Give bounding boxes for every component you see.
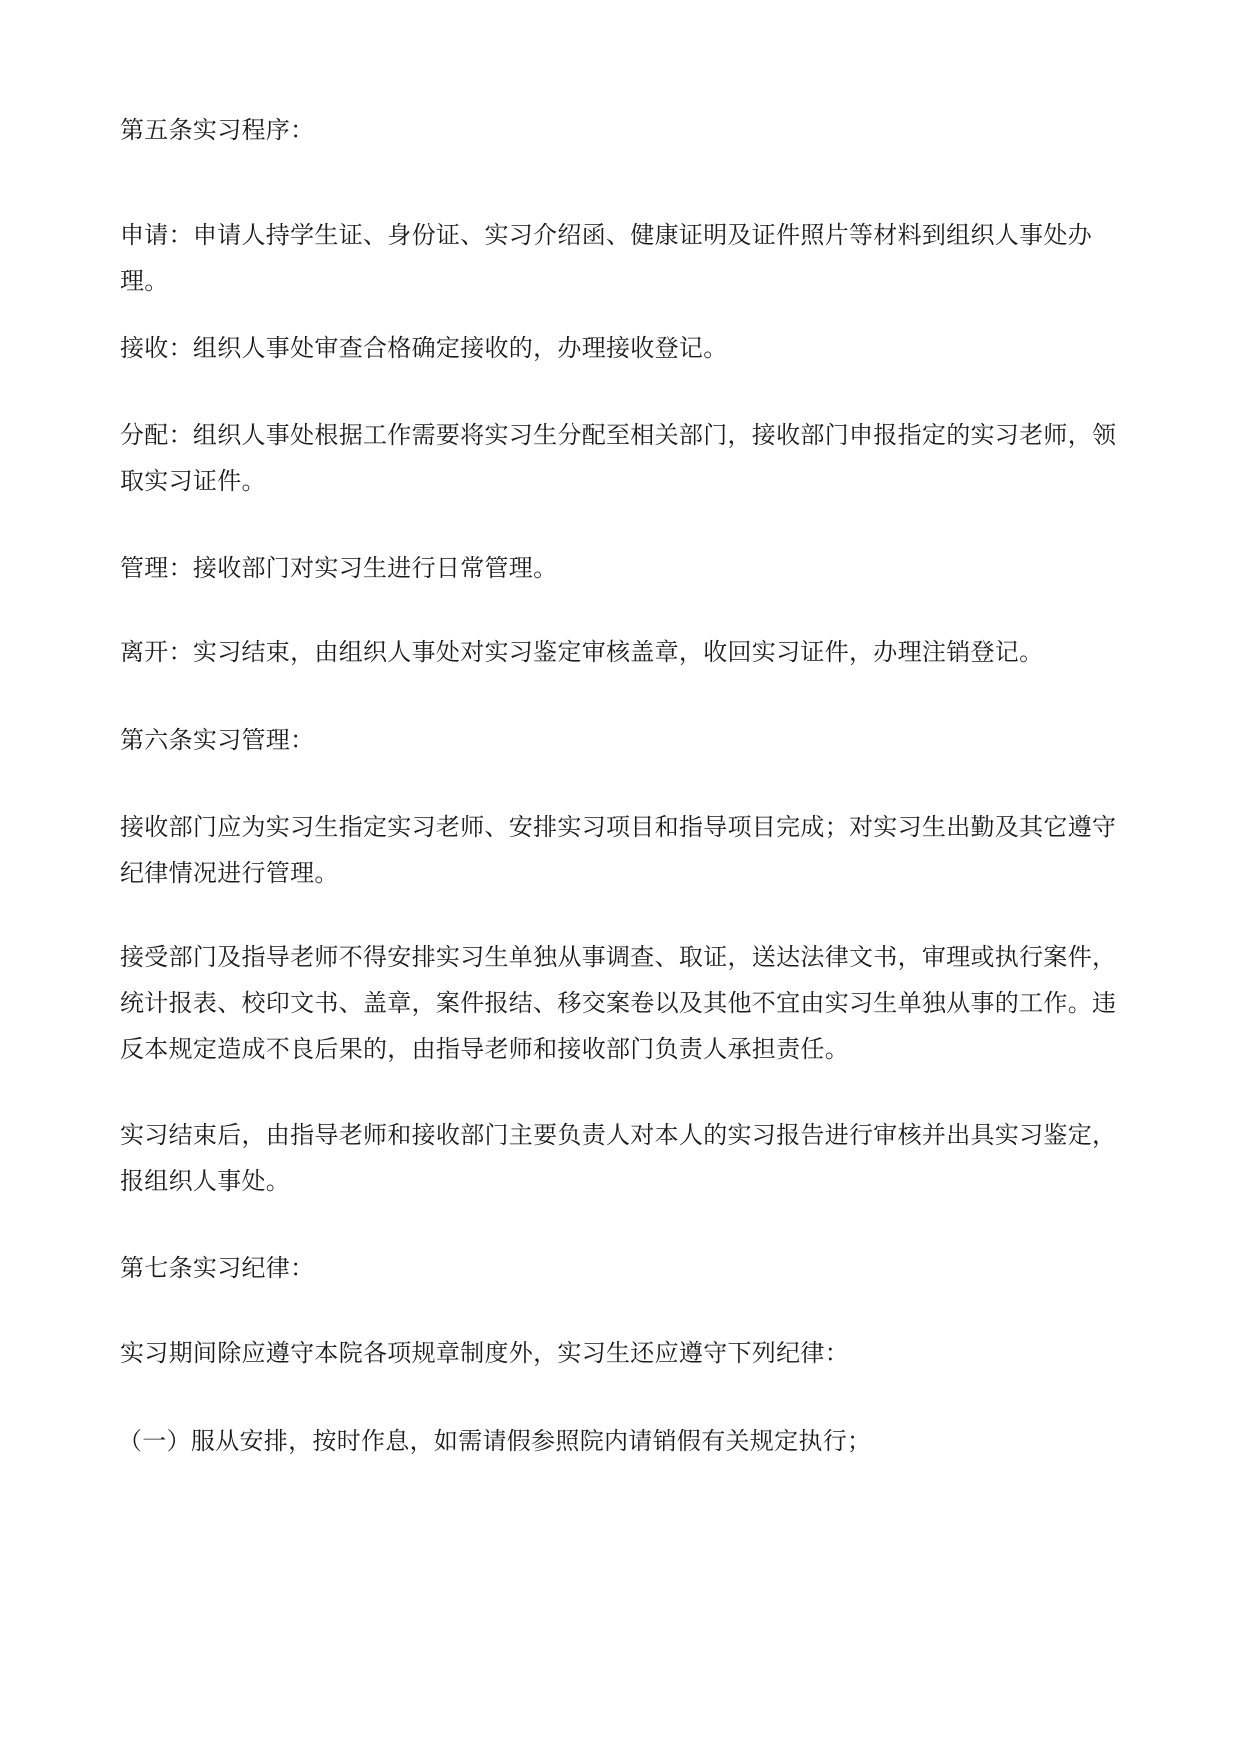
paragraph-management: 管理：接收部门对实习生进行日常管理。 xyxy=(120,554,558,582)
paragraph-reception: 接收：组织人事处审查合格确定接收的，办理接收登记。 xyxy=(120,334,728,362)
list-item-1: （一）服从安排，按时作息，如需请假参照院内请销假有关规定执行； xyxy=(118,1427,872,1455)
section-heading-6: 第六条实习管理： xyxy=(120,726,315,754)
paragraph-application: 申请：申请人持学生证、身份证、实习介绍函、健康证明及证件照片等材料到组织人事处办理。 xyxy=(120,221,1092,295)
paragraph-discipline-intro: 实习期间除应遵守本院各项规章制度外，实习生还应遵守下列纪律： xyxy=(120,1339,849,1367)
paragraph-department-duties: 接收部门应为实习生指定实习老师、安排实习项目和指导项目完成；对实习生出勤及其它遵守纪律情况进行管理。 xyxy=(120,813,1117,887)
paragraph-allocation: 分配：组织人事处根据工作需要将实习生分配至相关部门，接收部门申报指定的实习老师，领取实习证件。 xyxy=(120,421,1117,495)
section-heading-5: 第五条实习程序： xyxy=(120,116,315,144)
paragraph-departure: 离开：实习结束，由组织人事处对实习鉴定审核盖章，收回实习证件，办理注销登记。 xyxy=(120,638,1044,666)
section-heading-7: 第七条实习纪律： xyxy=(120,1254,315,1282)
paragraph-prohibitions: 接受部门及指导老师不得安排实习生单独从事调查、取证，送达法律文书，审理或执行案件，统计报表、校印文书、盖章，案件报结、移交案卷以及其他不宜由实习生单独从事的工作。违反本规定造成不良后果的，由指导老师和接收部门负责人承担责任。 xyxy=(120,943,1117,1063)
paragraph-appraisal: 实习结束后，由指导老师和接收部门主要负责人对本人的实习报告进行审核并出具实习鉴定，报组织人事处。 xyxy=(120,1121,1117,1195)
